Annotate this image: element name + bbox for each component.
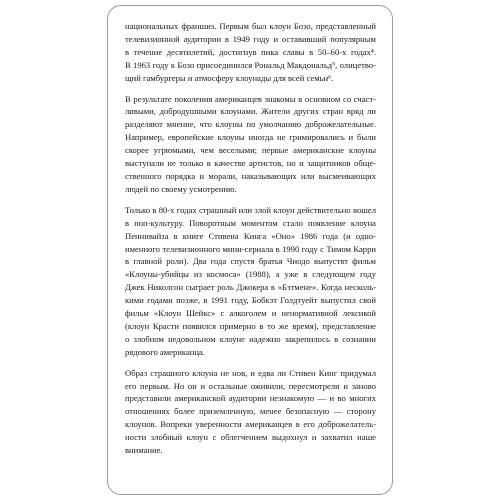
paragraph <box>125 204 376 359</box>
text-line: В 1963 году к Бозо присоединился Рональд Макдональд⁵, олицетво- <box>125 59 376 70</box>
text-line: кими годами позже, в 1991 году, Бобкэт Голдтуейт выпустил свой <box>125 295 376 306</box>
text-line: людей по своему усмотрению. <box>125 183 237 194</box>
paragraph <box>125 367 376 457</box>
text-line: выступали не только в качестве артистов, но и защитников обще- <box>125 158 376 169</box>
text-line: Пеннивайза в книге Стивена Кинга «Оно» 1986 года (и одно- <box>125 230 376 241</box>
text-line: (клоун Красти появился примерно в то же время), представление <box>125 320 376 331</box>
paragraph <box>125 93 376 196</box>
text-line: щий гамбургеры и атмосферу клоунады для всей семьи⁶. <box>125 72 334 83</box>
text-line: Образ страшного клоуна не нов, и едва ли Стивен Кинг придумал <box>125 367 376 378</box>
text-line: национальных франшиз. Первым был клоун Бозо, представленный <box>125 21 376 31</box>
text-line: В результате поколения американцев знакомы в основном со счаст- <box>125 93 376 104</box>
text-line: скорее угрюмыми, чем веселыми; первые американские клоуны <box>125 145 376 156</box>
text-line: в поп-культуру. Поворотным моментом стало появление клоуна <box>125 217 376 228</box>
text-line: фильм «Клоун Шейкс» с алкоголем и ненормативной лексикой <box>125 308 376 319</box>
book-page <box>107 5 393 495</box>
text-line: Джек Николсон сыграет роль Джокера в «Бэтмене». Когда несколь- <box>125 282 376 293</box>
text-line: внимание. <box>125 445 163 456</box>
text-line: его первым. Но он и остальные оживили, пересмотрели и заново <box>125 380 376 391</box>
text-line: представили американской аудитории незнакомую — и во многих <box>125 393 376 404</box>
text-line: Например, европейские клоуны иногда не гримировались и были <box>125 132 376 143</box>
text-line: рядового американца. <box>125 346 205 357</box>
text-line: именного телевизионного мини-сериала в 1990 году с Тимом Карри <box>125 243 376 254</box>
text-line: телевизионной аудитории в 1949 году и оставивший популярным <box>125 33 376 44</box>
text-line: о злобном недовольном клоуне надежно закрепилось в сознании <box>125 333 376 344</box>
text-line: разделяют мнение, что клоуны по умолчанию доброжелательные. <box>125 119 376 130</box>
text-line: в главной роли). Два года спустя братья Чиодо выпустят фильм <box>125 256 376 267</box>
text-line: в течение десятилетий, достигнув пика славы в 50–60-х годах⁴. <box>125 46 376 57</box>
paragraph <box>125 20 376 85</box>
text-line: «Клоуны-убийцы из космоса» (1988), а уже в следующем году <box>125 269 376 280</box>
text-line: клоунов. Вопреки уверенности американцев в его доброжелатель- <box>125 419 376 430</box>
text-line: ливыми, добродушными клоунами. Жители других стран вряд ли <box>125 106 376 117</box>
text-line: Только в 80-х годах страшный или злой клоун действительно вошел <box>125 204 376 215</box>
text-line: ственного порядка и морали, наказывающих или высмеивающих <box>125 170 376 181</box>
text-line: отношениях более приземленную, менее безопасную — сторону <box>125 406 376 417</box>
text-line: ности злобный клоун с облегчением выдохнул и захватил наше <box>125 432 376 443</box>
